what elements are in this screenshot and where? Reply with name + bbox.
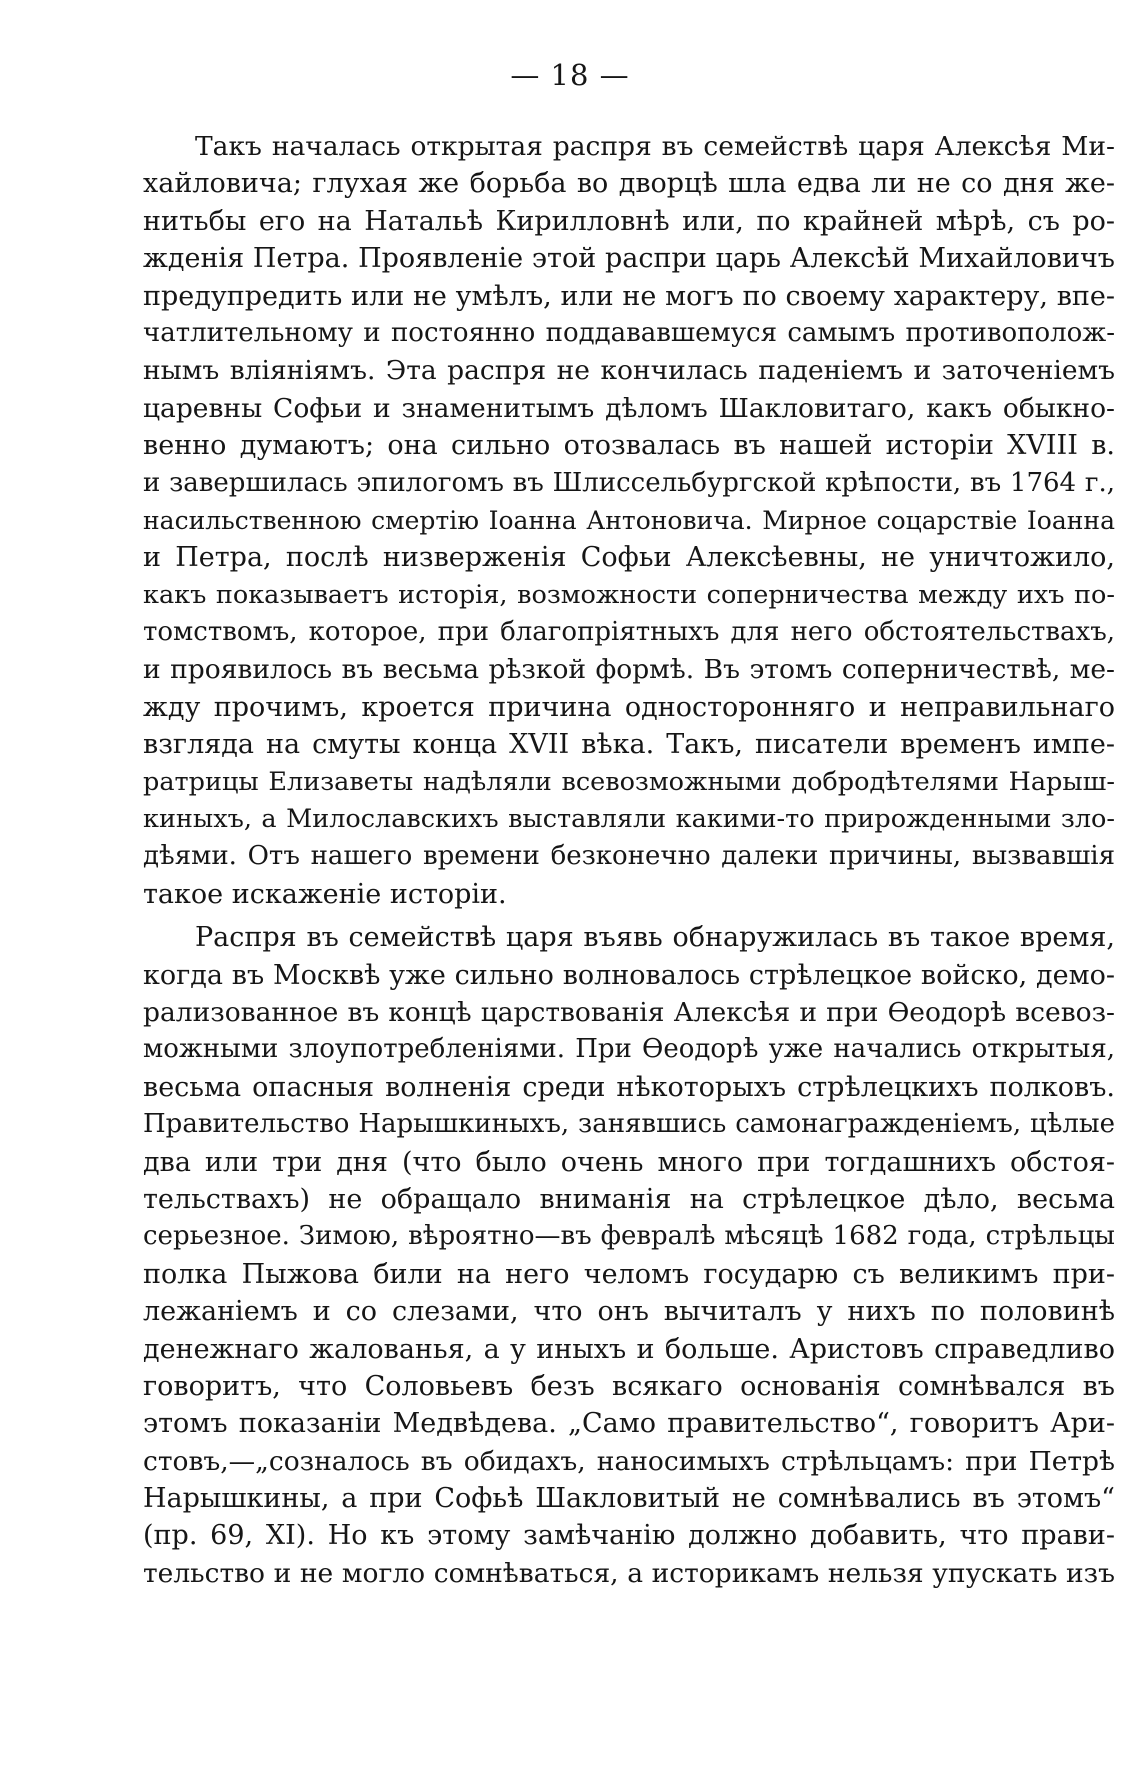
text-line: жденія Петра. Проявленіе этой распри царь Алексѣй Михайловичъ (143, 243, 1115, 275)
text-line: киныхъ, а Милославскихъ выставляли какими-то прирожденными зло- (143, 804, 1115, 835)
text-line: два или три дня (что было очень много при тогдашнихъ обстоя- (143, 1146, 1115, 1178)
text-line: (пр. 69, XI). Но къ этому замѣчанію должно добавить, что прави- (143, 1520, 1115, 1552)
text-line: лежаніемъ и со слезами, что онъ вычиталъ у нихъ по половинѣ (143, 1296, 1115, 1328)
text-line: можными злоупотребленіями. При Өеодорѣ уже начались открытыя, (143, 1034, 1115, 1065)
text-line: насильственною смертію Іоанна Антоновича. Мирное соцарствіе Іоанна (143, 505, 1115, 535)
text-line: взгляда на смуты конца XVII вѣка. Такъ, писатели временъ импе- (143, 729, 1115, 761)
text-line: рализованное въ концѣ царствованія Алексѣя и при Өеодорѣ всевоз- (143, 996, 1115, 1028)
text-line: тельство и не могло сомнѣваться, а историкамъ нельзя упускать изъ (143, 1557, 1115, 1589)
text-line: жду прочимъ, кроется причина односторонняго и неправильнаго (143, 691, 1115, 723)
text-line: нитьбы его на Натальѣ Кирилловнѣ или, по крайней мѣрѣ, съ ро- (143, 205, 1115, 237)
text-line: венно думаютъ; она сильно отозвалась въ нашей исторіи XVIII в. (143, 430, 1115, 462)
text-line: и проявилось въ весьма рѣзкой формѣ. Въ этомъ соперничествѣ, ме- (143, 654, 1115, 686)
text-line: говоритъ, что Соловьевъ безъ всякаго основанія сомнѣвался въ (143, 1370, 1115, 1402)
text-line: какъ показываетъ исторія, возможности соперничества между ихъ по- (143, 579, 1115, 610)
text-line: Правительство Нарышкиныхъ, занявшись самонагражденіемъ, цѣлые (143, 1109, 1115, 1140)
text-line: Такъ началась открытая распря въ семействѣ царя Алексѣя Ми- (195, 131, 1115, 162)
text-line: такое искаженіе исторіи. (143, 878, 507, 910)
text-line: тельствахъ) не обращало вниманія на стрѣлецкое дѣло, весьма (143, 1183, 1115, 1215)
text-line: этомъ показаніи Медвѣдева. „Само правительство“, говоритъ Ари- (143, 1408, 1115, 1440)
text-line: Распря въ семействѣ царя въявь обнаружилась въ такое время, (195, 922, 1115, 954)
text-line: царевны Софьи и знаменитымъ дѣломъ Шакловитаго, какъ обыкно- (143, 392, 1115, 424)
text-line: денежнаго жалованья, а у иныхъ и больше. Аристовъ справедливо (143, 1333, 1115, 1365)
text-line: чатлительному и постоянно поддававшемуся самымъ противополож- (143, 317, 1115, 348)
text-line: и завершилась эпилогомъ въ Шлиссельбургской крѣпости, въ 1764 г., (143, 467, 1115, 498)
text-line: весьма опасныя волненія среди нѣкоторыхъ стрѣлецкихъ полковъ. (143, 1071, 1115, 1103)
body-text (143, 128, 1115, 1592)
paragraph (143, 919, 1115, 1592)
paragraph (143, 128, 1115, 913)
page-number: — 18 — (510, 58, 630, 92)
text-line: и Петра, послѣ низверженія Софьи Алексѣевны, не уничтожило, (143, 542, 1115, 574)
text-line: нымъ вліяніямъ. Эта распря не кончилась паденіемъ и заточеніемъ (143, 355, 1115, 387)
text-line: Нарышкины, а при Софьѣ Шакловитый не сомнѣвались въ этомъ“ (143, 1483, 1115, 1515)
text-line: полка Пыжова били на него челомъ государю съ великимъ при- (143, 1258, 1115, 1290)
text-line: когда въ Москвѣ уже сильно волновалось стрѣлецкое войско, демо- (143, 959, 1115, 991)
text-line: серьезное. Зимою, вѣроятно—въ февралѣ мѣсяцѣ 1682 года, стрѣльцы (143, 1221, 1115, 1252)
text-line: томствомъ, которое, при благопріятныхъ для него обстоятельствахъ, (143, 617, 1115, 648)
text-line: хайловича; глухая же борьба во дворцѣ шла едва ли не со дня же- (143, 168, 1115, 200)
text-line: предупредить или не умѣлъ, или не могъ по своему характеру, впе- (143, 280, 1115, 312)
text-line: ратрицы Елизаветы надѣляли всевозможными добродѣтелями Нарыш- (143, 766, 1115, 797)
text-line: стовъ,—„сознaлось въ обидахъ, наносимыхъ стрѣльцамъ: при Петрѣ (143, 1445, 1115, 1477)
text-line: дѣями. Отъ нашего времени безконечно далеки причины, вызвавшія (143, 841, 1115, 872)
